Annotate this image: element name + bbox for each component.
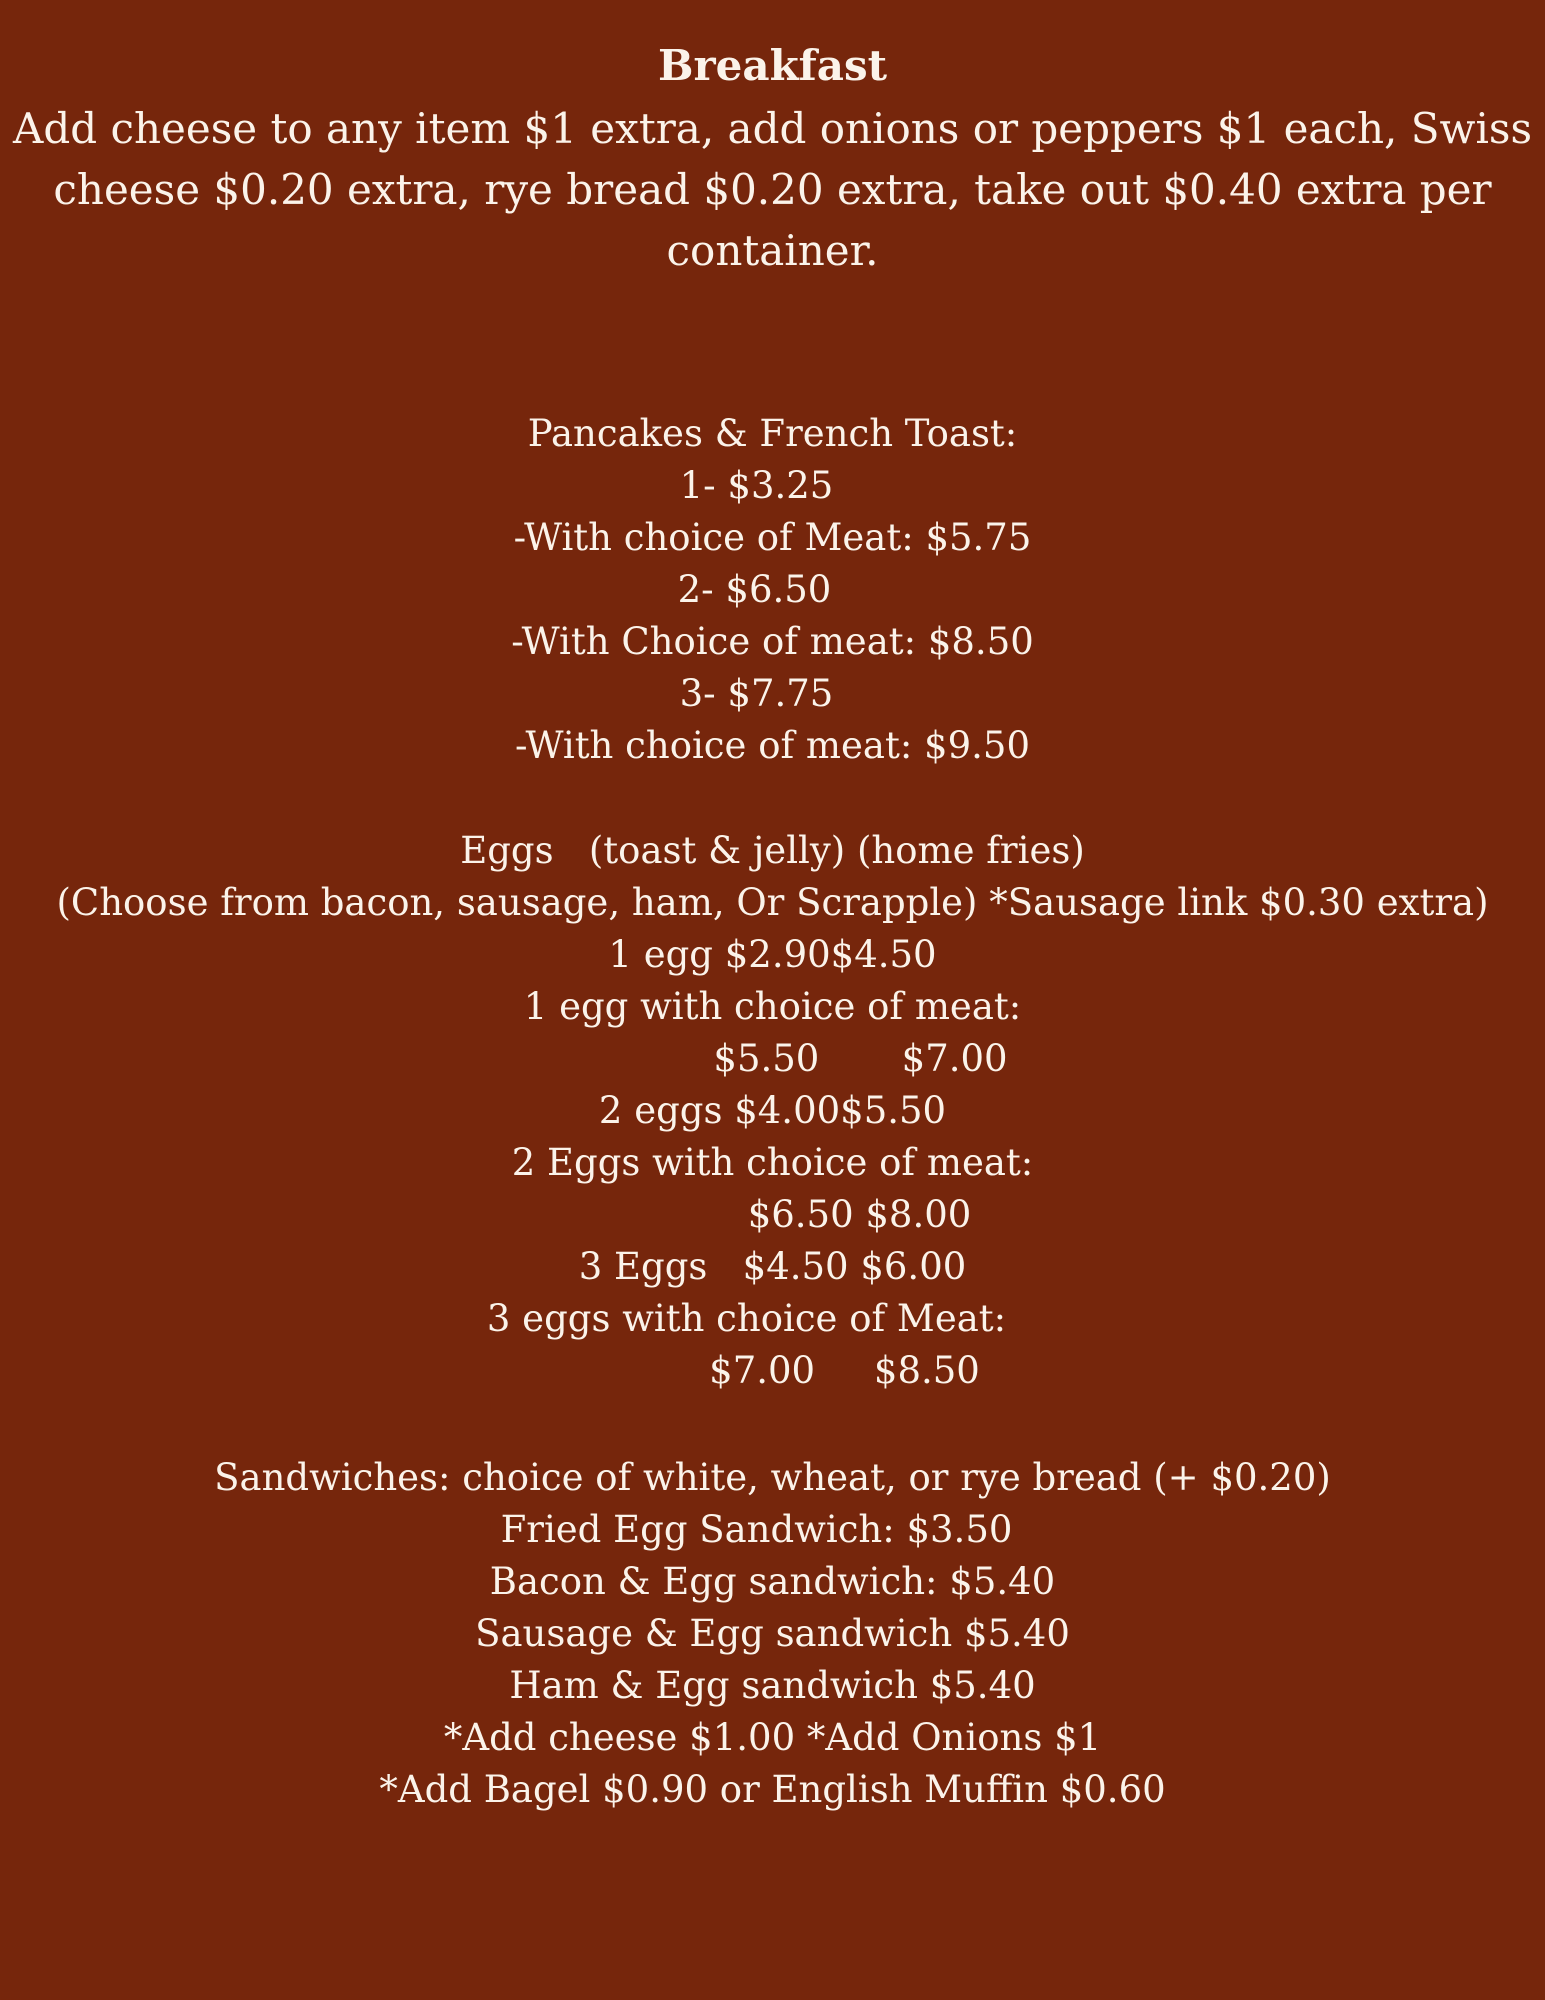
eggs-meat-options: (Choose from bacon, sausage, ham, Or Scrapple) *Sausage link $0.30 extra) xyxy=(56,881,1489,924)
sandwich-addon-line: *Add cheese $1.00 *Add Onions $1 xyxy=(443,1716,1102,1759)
eggs-price-line: 3 eggs with choice of Meat: xyxy=(486,1297,1007,1340)
menu-extras-note: Add cheese to any item $1 extra, add onions or peppers $1 each, Swiss cheese $0.20 extra, rye bread $0.20 extra, take out $0.40 extra per container. xyxy=(12,104,1532,275)
pancakes-price-line: -With choice of Meat: $5.75 xyxy=(513,516,1032,559)
eggs-price-line: 3 Eggs $4.50 $6.00 xyxy=(578,1245,967,1288)
sandwich-price-line: Sausage & Egg sandwich $5.40 xyxy=(475,1612,1070,1655)
eggs-price-line: 2 Eggs with choice of meat: xyxy=(511,1141,1034,1184)
pancakes-price-line: -With choice of meat: $9.50 xyxy=(515,724,1030,767)
pancakes-heading: Pancakes & French Toast: xyxy=(527,412,1018,455)
eggs-price-line: 1 egg $2.90$4.50 xyxy=(608,933,937,976)
menu-title: Breakfast xyxy=(658,41,887,90)
sandwich-price-line: Ham & Egg sandwich $5.40 xyxy=(509,1664,1036,1707)
eggs-price-line: 1 egg with choice of meat: xyxy=(523,985,1022,1028)
pancakes-price-line: -With Choice of meat: $8.50 xyxy=(511,620,1034,663)
pancakes-price-line: 2- $6.50 xyxy=(677,568,832,611)
sandwich-price-line: Fried Egg Sandwich: $3.50 xyxy=(500,1508,1013,1551)
eggs-price-line: 2 eggs $4.00$5.50 xyxy=(598,1089,947,1132)
sandwich-addon-line: *Add Bagel $0.90 or English Muffin $0.60 xyxy=(379,1768,1166,1811)
sandwiches-heading: Sandwiches: choice of white, wheat, or rye bread (+ $0.20) xyxy=(214,1456,1331,1499)
eggs-price-line: $5.50 $7.00 xyxy=(713,1037,1008,1080)
sandwich-price-line: Bacon & Egg sandwich: $5.40 xyxy=(489,1560,1056,1603)
eggs-heading: Eggs (toast & jelly) (home fries) xyxy=(460,829,1085,872)
eggs-price-line: $7.00 $8.50 xyxy=(709,1349,980,1392)
pancakes-price-line: 1- $3.25 xyxy=(679,464,834,507)
pancakes-price-line: 3- $7.75 xyxy=(679,672,834,715)
eggs-price-line: $6.50 $8.00 xyxy=(747,1193,972,1236)
